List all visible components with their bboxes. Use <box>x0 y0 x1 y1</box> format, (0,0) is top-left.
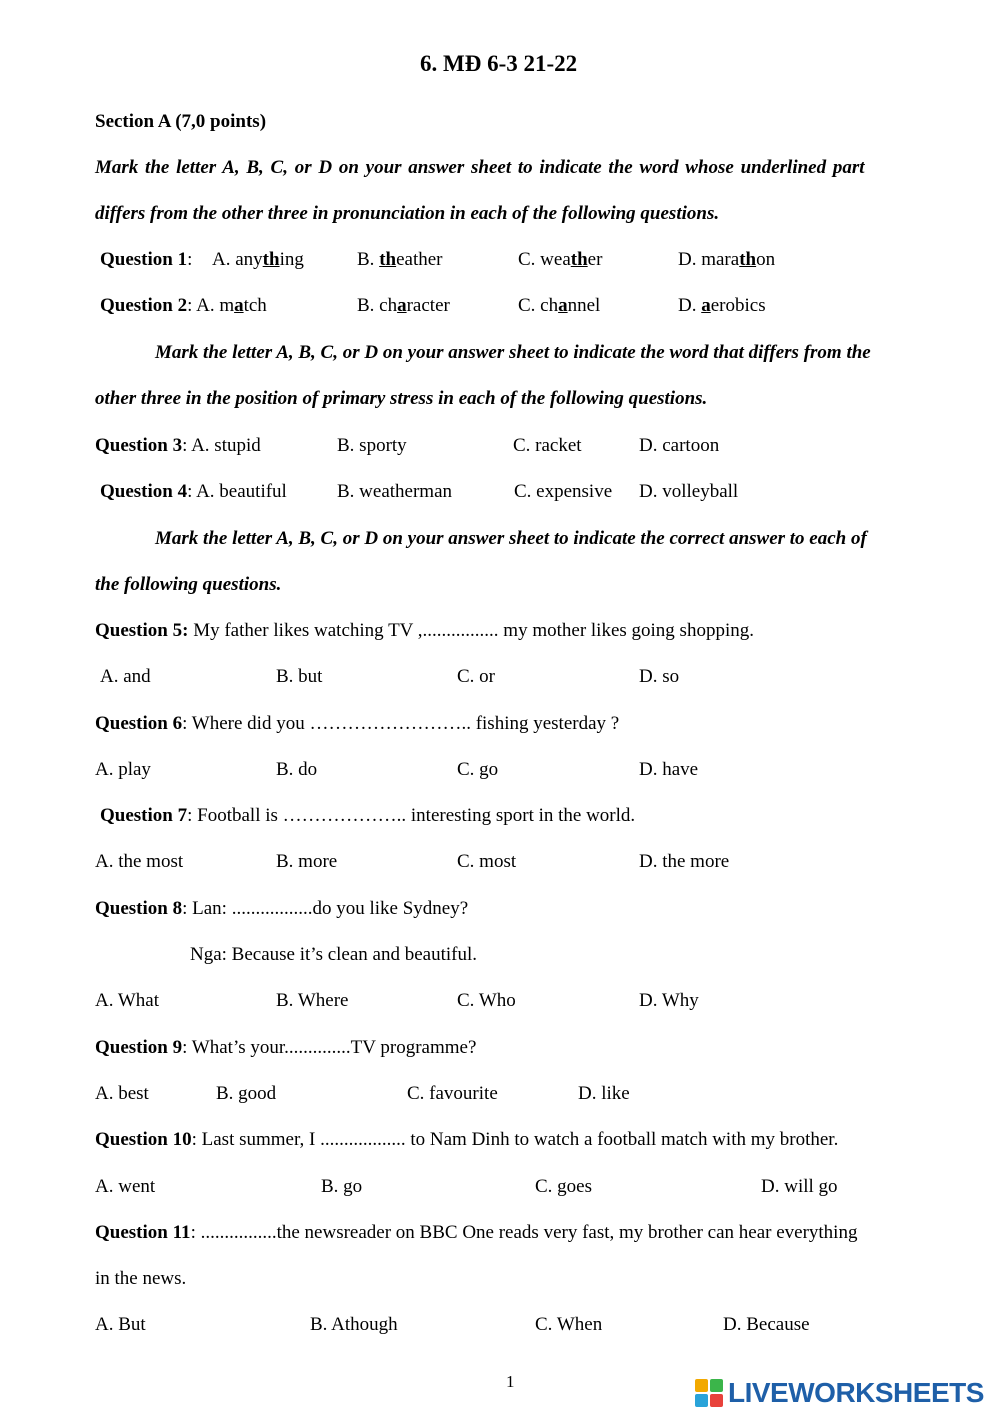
q1-option-b: B. theather <box>357 249 443 270</box>
q4-option-c: C. expensive <box>514 481 613 502</box>
question-label: Question 11 <box>95 1222 191 1243</box>
q2-option-a: A. match <box>196 295 267 316</box>
q10-option-a: A. went <box>95 1176 156 1197</box>
page-number: 1 <box>506 1372 515 1391</box>
question-label: Question 1 <box>100 249 188 270</box>
question-label: Question 4 <box>100 481 188 502</box>
question-4: Question 4: A. beautiful <box>100 481 287 502</box>
q2-option-d: D. aerobics <box>678 295 766 316</box>
q5-option-b: B. but <box>276 666 323 687</box>
q1-option-a: A. anything <box>212 249 304 270</box>
q11-option-d: D. Because <box>723 1314 810 1335</box>
q9-option-d: D. like <box>578 1083 630 1104</box>
instruction-pronunciation-line1: Mark the letter A, B, C, or D on your answer sheet to indicate the word whose underlined part <box>95 157 865 178</box>
q2-option-c: C. channel <box>518 295 601 316</box>
q11-option-b: B. Athough <box>310 1314 398 1335</box>
instruction-pronunciation-line2: differs from the other three in pronunciation in each of the following questions. <box>95 203 720 224</box>
question-9: Question 9: What’s your..............TV programme? <box>95 1037 477 1058</box>
question-label: Question 8 <box>95 898 183 919</box>
section-heading: Section A (7,0 points) <box>95 111 267 132</box>
question-3: Question 3: A. stupid <box>95 435 261 456</box>
q1-option-c: C. weather <box>518 249 603 270</box>
question-2: Question 2: A. match <box>100 295 267 316</box>
instruction-stress-line2: other three in the position of primary stress in each of the following questions. <box>95 388 708 409</box>
q7-option-d: D. the more <box>639 851 730 872</box>
q10-option-d: D. will go <box>761 1176 838 1197</box>
q10-option-c: C. goes <box>535 1176 592 1197</box>
instruction-stress-line1: Mark the letter A, B, C, or D on your answer sheet to indicate the word that differs from the <box>155 342 871 363</box>
q7-option-b: B. more <box>276 851 338 872</box>
question-10: Question 10: Last summer, I .................. to Nam Dinh to watch a football match with my brother. <box>95 1129 839 1150</box>
q6-option-d: D. have <box>639 759 699 780</box>
question-label: Question 9 <box>95 1037 183 1058</box>
question-label: Question 6 <box>95 713 183 734</box>
q5-option-d: D. so <box>639 666 680 687</box>
q2-option-b: B. character <box>357 295 450 316</box>
q7-option-a: A. the most <box>95 851 184 872</box>
q4-option-b: B. weatherman <box>337 481 453 502</box>
q8-option-a: A. What <box>95 990 160 1011</box>
q3-option-b: B. sporty <box>337 435 407 456</box>
q1-option-d: D. marathon <box>678 249 776 270</box>
question-label: Question 2 <box>100 295 188 316</box>
page-title: 6. MĐ 6-3 21-22 <box>420 51 578 76</box>
question-label: Question 3 <box>95 435 183 456</box>
q11-option-a: A. But <box>95 1314 146 1335</box>
instruction-correct-line2: the following questions. <box>95 574 282 595</box>
question-label: Question 5: <box>95 620 189 641</box>
question-label: Question 7 <box>100 805 188 826</box>
question-11-continued: in the news. <box>95 1268 187 1289</box>
q7-option-c: C. most <box>457 851 517 872</box>
q5-option-c: C. or <box>457 666 495 687</box>
q8-option-c: C. Who <box>457 990 516 1011</box>
question-6: Question 6: Where did you …………………….. fishing yesterday ? <box>95 713 620 734</box>
question-11: Question 11: ................the newsreader on BBC One reads very fast, my brother can hear everything <box>95 1222 858 1243</box>
q8-option-b: B. Where <box>276 990 349 1011</box>
q6-option-c: C. go <box>457 759 499 780</box>
liveworksheets-logo <box>694 1376 984 1410</box>
instruction-correct-line1: Mark the letter A, B, C, or D on your answer sheet to indicate the correct answer to each of <box>155 528 867 549</box>
q6-option-b: B. do <box>276 759 318 780</box>
q6-option-a: A. play <box>95 759 151 780</box>
q3-option-d: D. cartoon <box>639 435 720 456</box>
liveworksheets-icon <box>694 1378 724 1408</box>
question-1: Question 1: <box>100 249 193 270</box>
question-label: Question 10 <box>95 1129 192 1150</box>
q10-option-b: B. go <box>321 1176 363 1197</box>
q9-option-b: B. good <box>216 1083 277 1104</box>
q11-option-c: C. When <box>535 1314 603 1335</box>
q9-option-a: A. best <box>95 1083 149 1104</box>
q8-option-d: D. Why <box>639 990 699 1011</box>
watermark-text: LIVEWORKSHEETS <box>728 1377 984 1408</box>
q5-option-a: A. and <box>100 666 151 687</box>
q9-option-c: C. favourite <box>407 1083 498 1104</box>
question-7: Question 7: Football is ……………….. interesting sport in the world. <box>100 805 636 826</box>
q3-option-c: C. racket <box>513 435 582 456</box>
question-5: Question 5: My father likes watching TV ,................ my mother likes going shopping. <box>95 620 754 641</box>
q8-reply: Nga: Because it’s clean and beautiful. <box>190 944 478 965</box>
question-8: Question 8: Lan: .................do you like Sydney? <box>95 898 469 919</box>
q4-option-d: D. volleyball <box>639 481 739 502</box>
